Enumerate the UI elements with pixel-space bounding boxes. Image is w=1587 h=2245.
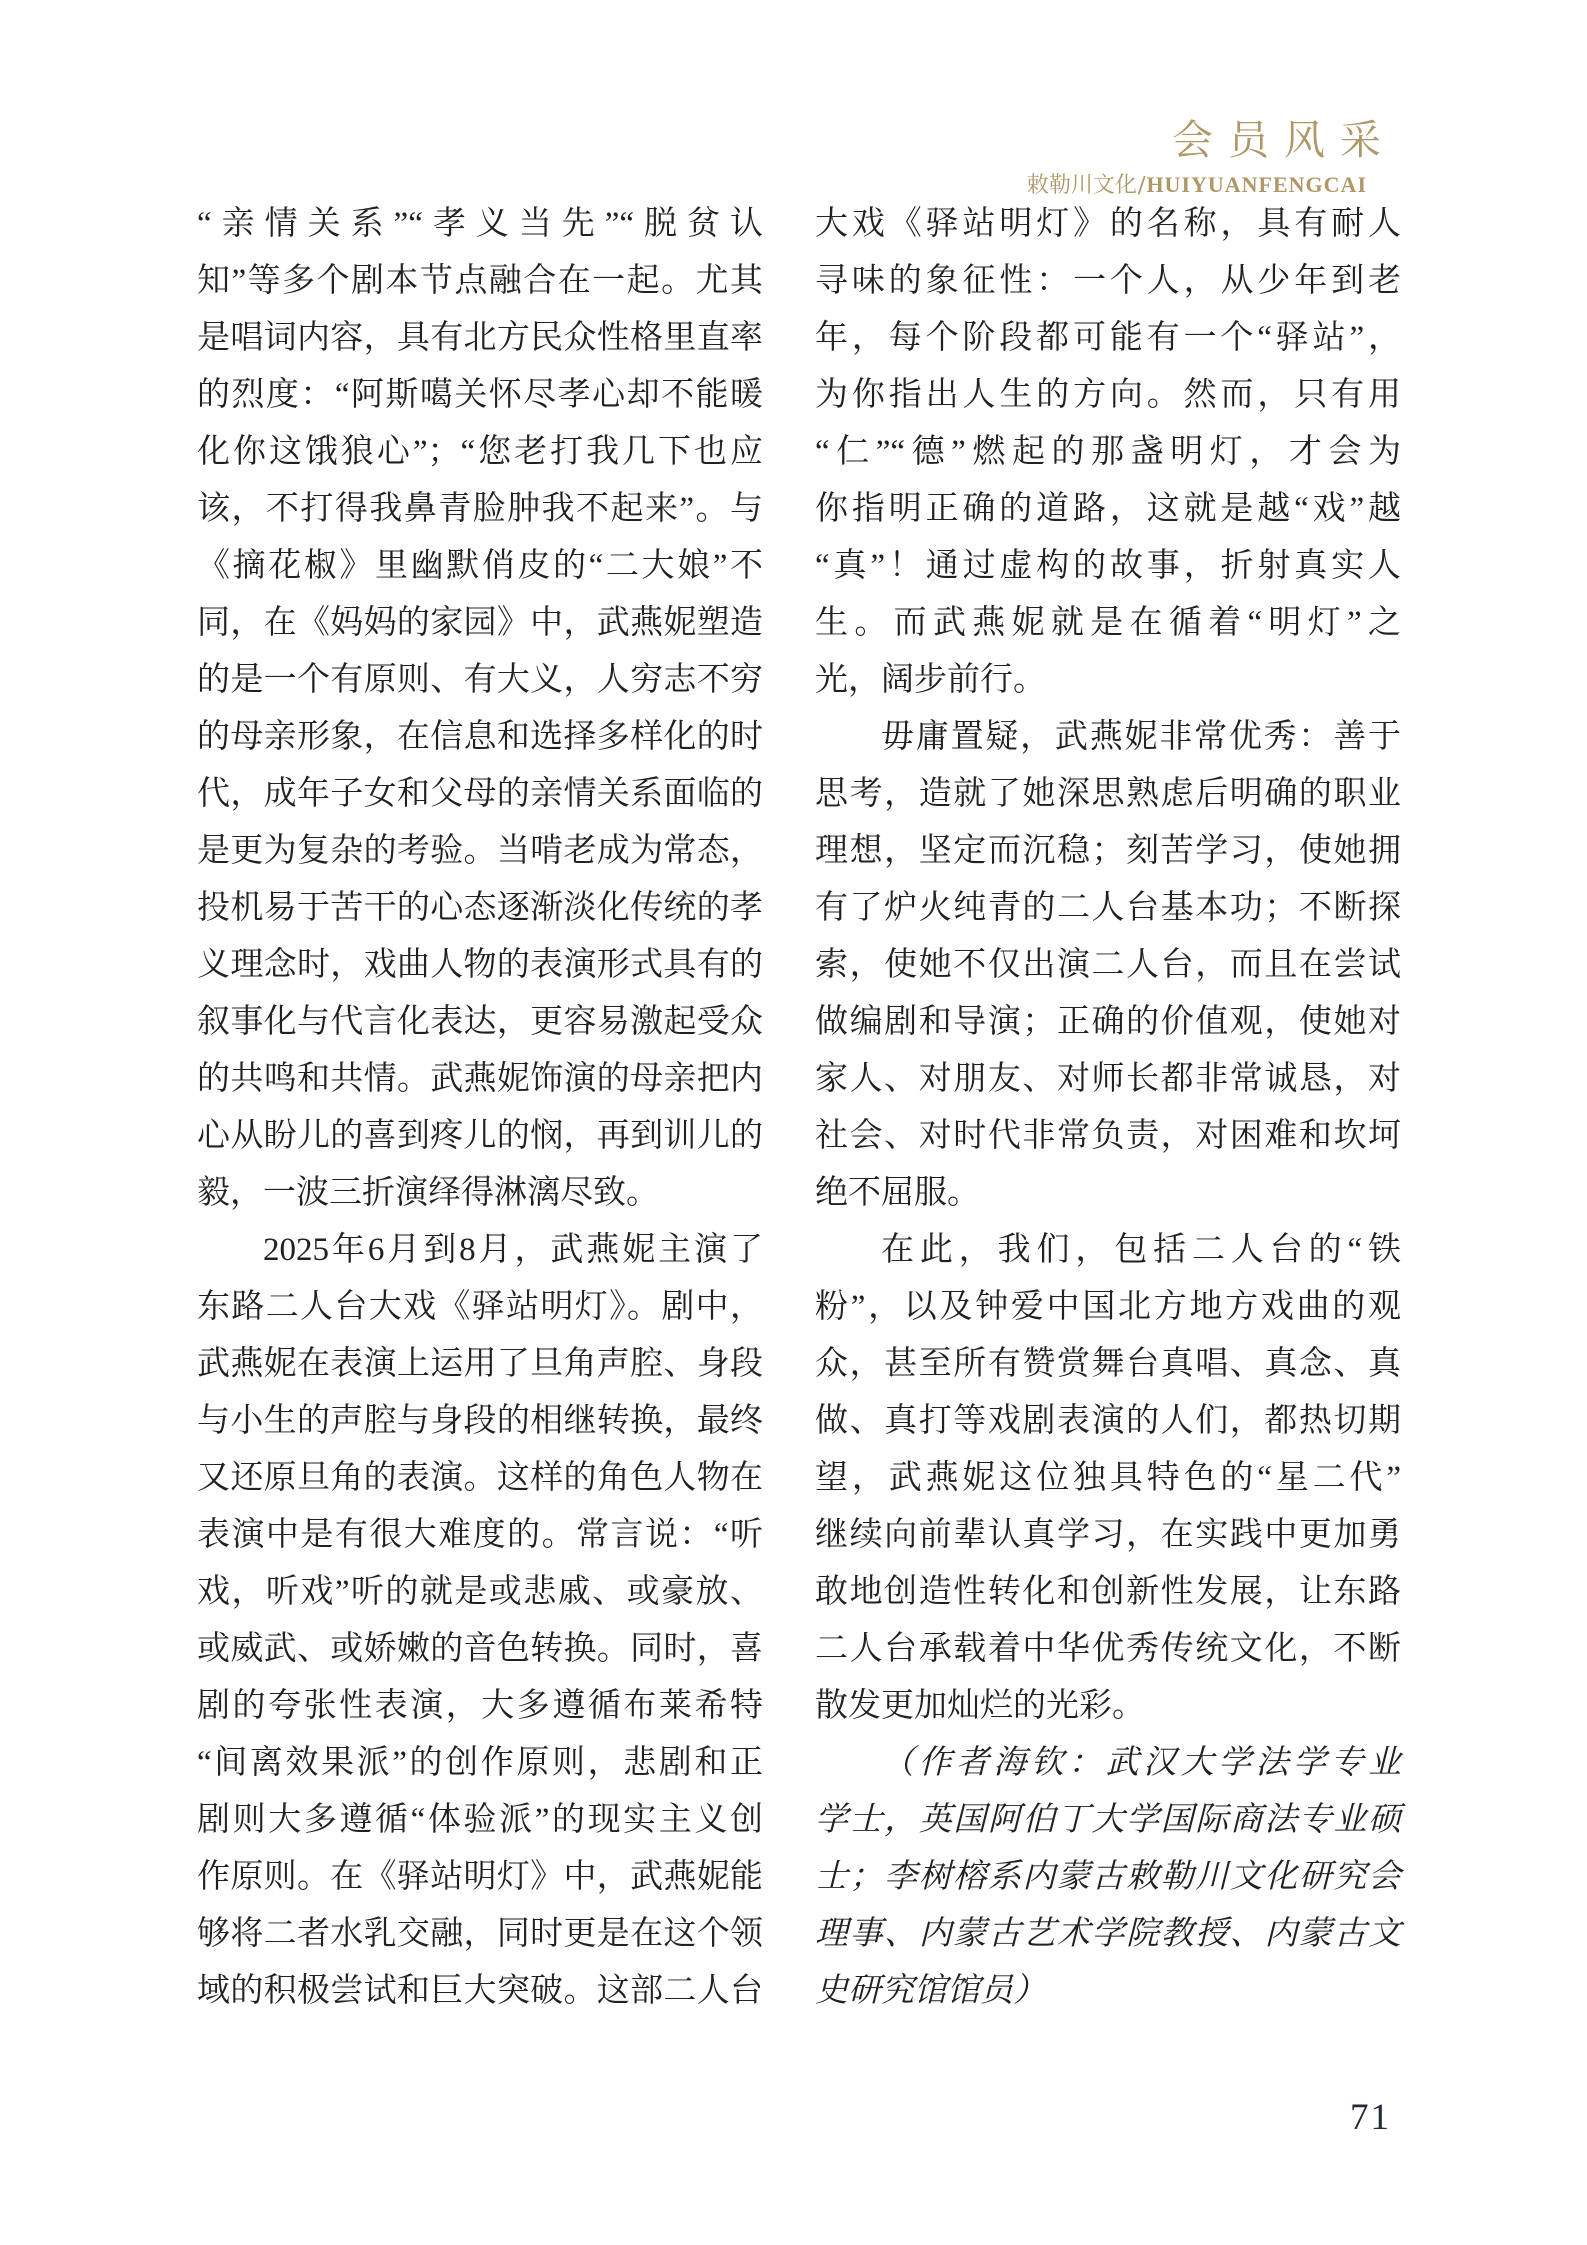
text-line: “仁”“德”燃起的那盏明灯，才会为 [815,434,1401,470]
text-line: 生。而武燕妮就是在循着“明灯”之 [815,605,1401,641]
text-line: 众，甚至所有赞赏舞台真唱、真念、真 [815,1346,1401,1382]
text-line: 的母亲形象，在信息和选择多样化的时 [197,719,763,755]
text-line: 《摘花椒》里幽默俏皮的“二大娘”不 [197,548,763,584]
text-line: 心从盼儿的喜到疼儿的悯，再到训儿的 [197,1118,763,1154]
text-line: 绝不屈服。 [815,1175,980,1211]
text-line: 该，不打得我鼻青脸肿我不起来”。与 [197,491,763,527]
text-line: 在此，我们，包括二人台的“铁 [881,1232,1401,1268]
text-line: 化你这饿狼心”；“您老打我几下也应 [197,434,763,470]
text-line: 光，阔步前行。 [815,662,1046,698]
text-line: 投机易于苦干的心态逐渐淡化传统的孝 [197,890,763,926]
text-line: 表演中是有很大难度的。常言说：“听 [197,1517,763,1553]
text-line: 为你指出人生的方向。然而，只有用 [815,377,1401,413]
text-line: 剧的夸张性表演，大多遵循布莱希特 [197,1688,763,1724]
text-line: 做、真打等戏剧表演的人们，都热切期 [815,1403,1401,1439]
text-line: “间离效果派”的创作原则，悲剧和正 [197,1745,763,1781]
text-line: 家人、对朋友、对师长都非常诚恳，对 [815,1061,1401,1097]
text-line: 是更为复杂的考验。当啃老成为常态， [197,833,763,869]
text-line: 又还原旦角的表演。这样的角色人物在 [197,1460,763,1496]
text-line: 戏，听戏”听的就是或悲戚、或豪放、 [197,1574,763,1610]
text-line: 义理念时，戏曲人物的表演形式具有的 [197,947,763,983]
text-line: 叙事化与代言化表达，更容易激起受众 [197,1004,763,1040]
text-line: 毅，一波三折演绎得淋漓尽致。 [197,1175,659,1211]
text-line: 史研究馆馆员） [815,1973,1046,2009]
brand-name-cn: 敕勒川文化 [1026,172,1137,197]
text-line: 或威武、或娇嫩的音色转换。同时，喜 [197,1631,763,1667]
text-line: 理事、内蒙古艺术学院教授、内蒙古文 [815,1916,1401,1952]
text-line: （作者海钦：武汉大学法学专业 [881,1745,1401,1781]
text-line: 与小生的声腔与身段的相继转换，最终 [197,1403,763,1439]
text-line: 二人台承载着中华优秀传统文化，不断 [815,1631,1401,1667]
text-line: 理想，坚定而沉稳；刻苦学习，使她拥 [815,833,1401,869]
page-title: 会员风采 [1172,117,1396,163]
text-line: 代，成年子女和父母的亲情关系面临的 [197,776,763,812]
page-number: 71 [1350,2097,1391,2138]
text-line: 是唱词内容，具有北方民众性格里直率 [197,320,763,356]
text-line: 东路二人台大戏《驿站明灯》。剧中， [197,1289,763,1325]
text-line: 知”等多个剧本节点融合在一起。尤其 [197,263,763,299]
text-line: 年，每个阶段都可能有一个“驿站”， [815,320,1401,356]
text-line: 毋庸置疑，武燕妮非常优秀：善于 [881,719,1401,755]
text-line: 域的积极尝试和巨大突破。这部二人台 [197,1973,763,2009]
text-line: 粉”，以及钟爱中国北方地方戏曲的观 [815,1289,1401,1325]
brand-name-en: HUIYUANFENGCAI [1146,172,1367,197]
slash-divider: / [1137,170,1146,200]
text-line: 大戏《驿站明灯》的名称，具有耐人 [815,206,1401,242]
text-line: 的共鸣和共情。武燕妮饰演的母亲把内 [197,1061,763,1097]
text-line: “真”！通过虚构的故事，折射真实人 [815,548,1401,584]
text-line: 敢地创造性转化和创新性发展，让东路 [815,1574,1401,1610]
text-line: 的是一个有原则、有大义，人穷志不穷 [197,662,763,698]
text-line: 2025年6月到8月，武燕妮主演了 [263,1232,763,1268]
text-line: 武燕妮在表演上运用了旦角声腔、身段 [197,1346,763,1382]
text-line: 士；李树榕系内蒙古敕勒川文化研究会 [815,1859,1401,1895]
text-line: 社会、对时代非常负责，对困难和坎坷 [815,1118,1401,1154]
text-line: “亲情关系”“孝义当先”“脱贫认 [197,206,763,242]
text-line: 做编剧和导演；正确的价值观，使她对 [815,1004,1401,1040]
text-line: 学士，英国阿伯丁大学国际商法专业硕 [815,1802,1401,1838]
text-column-right [815,196,1401,2020]
text-line: 有了炉火纯青的二人台基本功；不断探 [815,890,1401,926]
text-line: 索，使她不仅出演二人台，而且在尝试 [815,947,1401,983]
text-line: 作原则。在《驿站明灯》中，武燕妮能 [197,1859,763,1895]
text-line: 寻味的象征性：一个人，从少年到老 [815,263,1401,299]
text-line: 你指明正确的道路，这就是越“戏”越 [815,491,1401,527]
text-line: 继续向前辈认真学习，在实践中更加勇 [815,1517,1401,1553]
text-column-left [197,196,763,2020]
text-line: 同，在《妈妈的家园》中，武燕妮塑造 [197,605,763,641]
header-subtitle [1027,172,1367,198]
text-line: 思考，造就了她深思熟虑后明确的职业 [815,776,1401,812]
text-line: 剧则大多遵循“体验派”的现实主义创 [197,1802,763,1838]
text-line: 望，武燕妮这位独具特色的“星二代” [815,1460,1401,1496]
text-line: 的烈度：“阿斯噶关怀尽孝心却不能暖 [197,377,763,413]
text-line: 够将二者水乳交融，同时更是在这个领 [197,1916,763,1952]
text-line: 散发更加灿烂的光彩。 [815,1688,1145,1724]
